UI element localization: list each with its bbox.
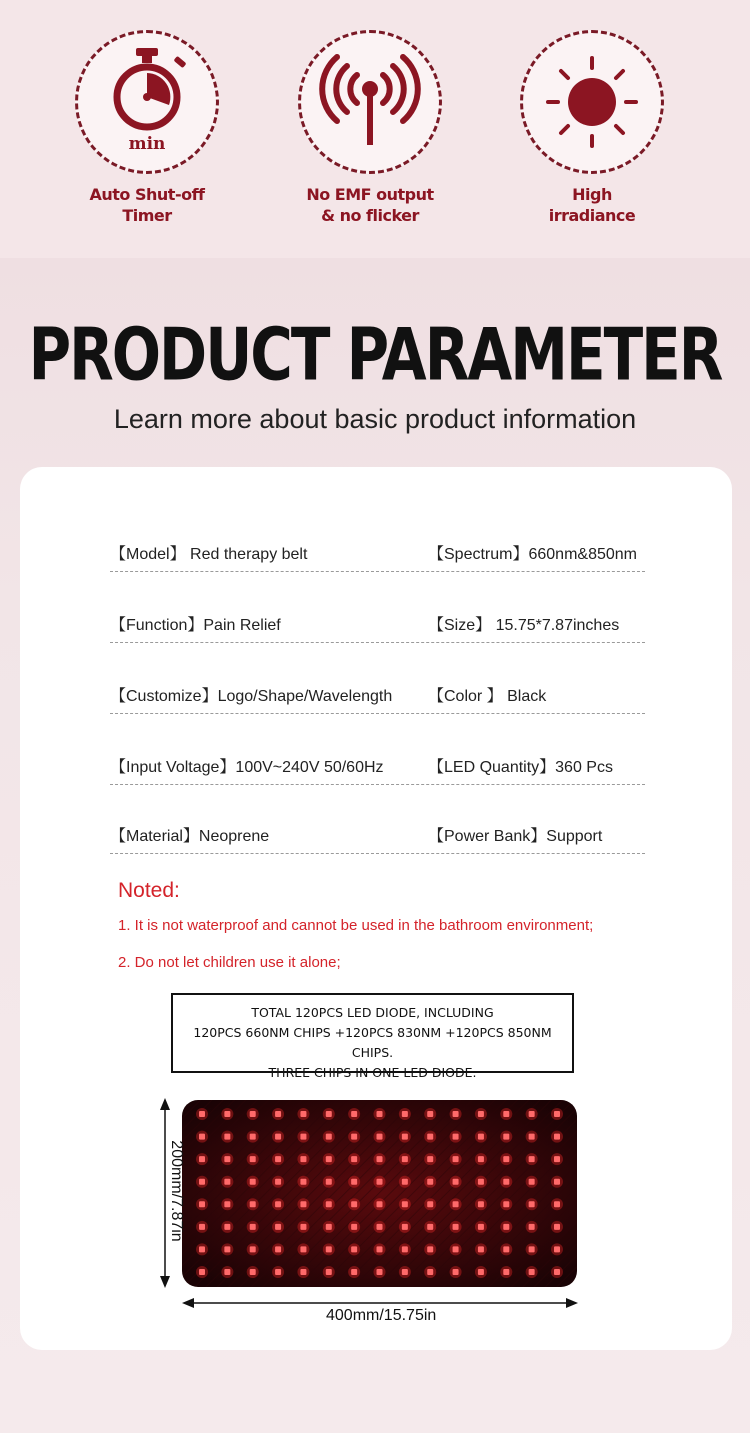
- led-diode: [300, 1224, 306, 1230]
- led-diode: [199, 1134, 205, 1140]
- feature-circle: [75, 30, 219, 174]
- feature-auto-shutoff: [72, 30, 222, 226]
- led-diode: [554, 1269, 560, 1275]
- led-diode: [224, 1111, 230, 1117]
- led-diode-info-box: [171, 993, 574, 1080]
- led-diode: [275, 1134, 281, 1140]
- led-diode: [503, 1224, 509, 1230]
- led-diode: [351, 1134, 357, 1140]
- led-diode: [224, 1179, 230, 1185]
- led-diode: [453, 1224, 459, 1230]
- feature-label-line1: Auto Shut-off: [89, 185, 205, 204]
- led-diode: [478, 1224, 484, 1230]
- led-diode: [377, 1156, 383, 1162]
- led-diode: [427, 1246, 433, 1252]
- led-diode: [199, 1156, 205, 1162]
- led-diode: [554, 1224, 560, 1230]
- page-title: PRODUCT PARAMETER: [28, 312, 722, 397]
- feature-no-emf: [295, 30, 445, 226]
- led-diode: [275, 1111, 281, 1117]
- led-diode: [224, 1224, 230, 1230]
- sun-icon: [523, 33, 661, 171]
- led-diode: [402, 1224, 408, 1230]
- led-diode: [402, 1156, 408, 1162]
- led-diode: [453, 1246, 459, 1252]
- led-diode: [503, 1201, 509, 1207]
- led-diode: [453, 1201, 459, 1207]
- led-diode: [224, 1156, 230, 1162]
- led-diode: [326, 1179, 332, 1185]
- led-diode: [326, 1201, 332, 1207]
- led-diode: [351, 1224, 357, 1230]
- param-right: 【LED Quantity】360 Pcs: [428, 759, 613, 776]
- led-diode: [300, 1201, 306, 1207]
- led-diode: [300, 1134, 306, 1140]
- led-diode: [529, 1156, 535, 1162]
- led-diode: [351, 1179, 357, 1185]
- diode-line: THREE CHIPS IN ONE LED DIODE.: [268, 1065, 477, 1080]
- led-diode: [199, 1224, 205, 1230]
- led-diode: [427, 1156, 433, 1162]
- led-diode: [377, 1179, 383, 1185]
- param-right: 【Size】 15.75*7.87inches: [428, 617, 620, 634]
- led-diode: [427, 1134, 433, 1140]
- param-left: 【Model】 Red therapy belt: [110, 546, 308, 563]
- led-diode: [326, 1224, 332, 1230]
- feature-label-line2: & no flicker: [321, 206, 419, 225]
- led-diode: [377, 1201, 383, 1207]
- led-diode: [250, 1201, 256, 1207]
- led-diode: [529, 1201, 535, 1207]
- diode-line: TOTAL 120PCS LED DIODE, INCLUDING: [251, 1005, 494, 1020]
- feature-circle: [520, 30, 664, 174]
- feature-label: [72, 184, 222, 226]
- led-diode: [554, 1111, 560, 1117]
- belt-illustration: [140, 1092, 590, 1322]
- feature-label-line1: High: [572, 185, 612, 204]
- led-diode: [478, 1201, 484, 1207]
- led-diode: [453, 1134, 459, 1140]
- led-diode: [351, 1156, 357, 1162]
- led-diode: [199, 1179, 205, 1185]
- led-diode: [554, 1179, 560, 1185]
- width-label: 400mm/15.75in: [326, 1307, 437, 1324]
- feature-label-line2: Timer: [122, 206, 172, 225]
- led-diode: [250, 1246, 256, 1252]
- led-diode: [529, 1224, 535, 1230]
- param-row: [110, 740, 645, 785]
- led-diode: [427, 1179, 433, 1185]
- led-diode: [377, 1134, 383, 1140]
- led-diode: [275, 1156, 281, 1162]
- led-diode: [478, 1269, 484, 1275]
- led-diode: [427, 1224, 433, 1230]
- led-diode: [326, 1269, 332, 1275]
- led-diode: [300, 1111, 306, 1117]
- feature-high-irradiance: [517, 30, 667, 226]
- led-diode: [554, 1156, 560, 1162]
- feature-label-line2: irradiance: [548, 206, 636, 225]
- led-diode: [300, 1156, 306, 1162]
- led-diode: [427, 1111, 433, 1117]
- led-diode: [402, 1111, 408, 1117]
- led-diode: [478, 1179, 484, 1185]
- led-diode: [199, 1111, 205, 1117]
- led-diode: [427, 1201, 433, 1207]
- led-diode: [503, 1134, 509, 1140]
- led-diode: [529, 1269, 535, 1275]
- param-row: [110, 669, 645, 714]
- led-diode: [453, 1179, 459, 1185]
- feature-label-line1: No EMF output: [306, 185, 434, 204]
- led-diode: [529, 1111, 535, 1117]
- led-diode: [224, 1246, 230, 1252]
- led-diode: [402, 1246, 408, 1252]
- led-diode: [478, 1134, 484, 1140]
- led-diode: [351, 1201, 357, 1207]
- stopwatch-min-text: min: [128, 134, 166, 154]
- belt-diagram: [140, 1092, 590, 1322]
- led-diode: [224, 1269, 230, 1275]
- page-subtitle: Learn more about basic product information: [113, 404, 637, 434]
- parameter-card: [20, 467, 732, 1350]
- led-diode: [377, 1269, 383, 1275]
- led-diode: [250, 1269, 256, 1275]
- led-diode: [300, 1179, 306, 1185]
- led-diode: [275, 1269, 281, 1275]
- param-right: 【Color 】 Black: [428, 688, 547, 705]
- led-diode: [427, 1269, 433, 1275]
- led-diode: [377, 1111, 383, 1117]
- led-diode: [326, 1246, 332, 1252]
- led-diode: [377, 1224, 383, 1230]
- param-right: 【Spectrum】660nm&850nm: [428, 546, 637, 563]
- led-diode: [503, 1179, 509, 1185]
- led-diode: [529, 1246, 535, 1252]
- stopwatch-icon: [78, 33, 216, 171]
- led-diode: [478, 1246, 484, 1252]
- led-diode: [275, 1224, 281, 1230]
- led-diode: [224, 1134, 230, 1140]
- led-diode: [503, 1156, 509, 1162]
- param-left: 【Material】Neoprene: [110, 828, 270, 845]
- noted-title: Noted:: [118, 879, 180, 902]
- param-row: [110, 809, 645, 854]
- feature-label: [517, 184, 667, 226]
- param-row: [110, 527, 645, 572]
- led-diode: [275, 1246, 281, 1252]
- param-left: 【Input Voltage】100V~240V 50/60Hz: [110, 759, 384, 776]
- led-diode: [199, 1269, 205, 1275]
- feature-label: [295, 184, 445, 226]
- led-diode: [453, 1156, 459, 1162]
- led-diode: [351, 1269, 357, 1275]
- led-diode: [453, 1269, 459, 1275]
- led-diode: [275, 1179, 281, 1185]
- led-diode: [478, 1111, 484, 1117]
- led-diode: [402, 1179, 408, 1185]
- led-diode: [529, 1179, 535, 1185]
- param-left: 【Function】Pain Relief: [110, 617, 281, 634]
- led-diode: [554, 1246, 560, 1252]
- height-label: 200mm/7.87in: [168, 1140, 185, 1242]
- led-diode: [300, 1246, 306, 1252]
- note-item: 2. Do not let children use it alone;: [118, 954, 341, 971]
- param-right: 【Power Bank】Support: [428, 828, 603, 845]
- led-diode: [300, 1269, 306, 1275]
- led-diode: [250, 1179, 256, 1185]
- led-diode: [503, 1246, 509, 1252]
- led-diode: [250, 1111, 256, 1117]
- led-diode: [250, 1134, 256, 1140]
- param-left: 【Customize】Logo/Shape/Wavelength: [110, 688, 393, 705]
- led-diode: [351, 1111, 357, 1117]
- led-diode: [478, 1156, 484, 1162]
- led-diode: [351, 1246, 357, 1252]
- led-diode: [250, 1156, 256, 1162]
- led-diode: [554, 1201, 560, 1207]
- led-diode: [554, 1134, 560, 1140]
- led-diode: [503, 1269, 509, 1275]
- led-diode: [402, 1269, 408, 1275]
- feature-circle: [298, 30, 442, 174]
- led-diode: [402, 1201, 408, 1207]
- led-diode: [326, 1134, 332, 1140]
- led-diode: [326, 1111, 332, 1117]
- led-diode: [503, 1111, 509, 1117]
- led-diode: [224, 1201, 230, 1207]
- note-item: 1. It is not waterproof and cannot be used in the bathroom environment;: [118, 917, 594, 934]
- led-diode: [529, 1134, 535, 1140]
- led-diode: [377, 1246, 383, 1252]
- led-diode: [199, 1201, 205, 1207]
- led-diode: [275, 1201, 281, 1207]
- diode-line: 120PCS 660NM CHIPS +120PCS 830NM +120PCS 850NM CHIPS.: [193, 1025, 552, 1060]
- led-diode: [250, 1224, 256, 1230]
- led-diode: [402, 1134, 408, 1140]
- led-diode: [199, 1246, 205, 1252]
- led-diode: [453, 1111, 459, 1117]
- led-diode: [326, 1156, 332, 1162]
- antenna-signal-icon: [301, 33, 439, 171]
- param-row: [110, 598, 645, 643]
